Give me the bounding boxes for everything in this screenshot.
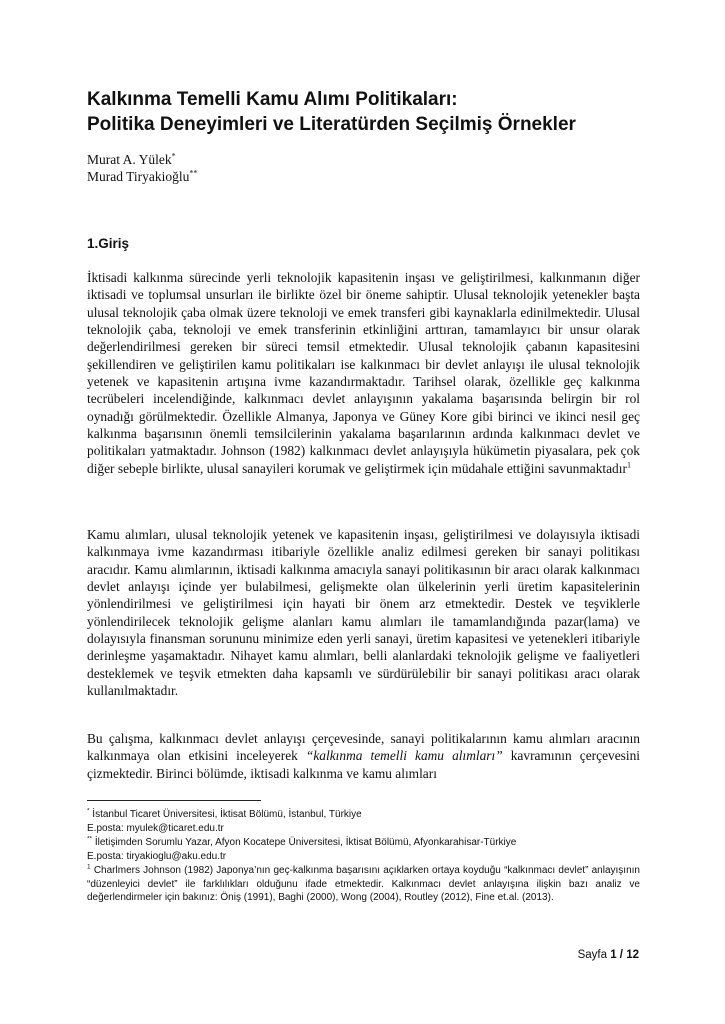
paragraph-1 xyxy=(87,269,640,477)
paragraph-3 xyxy=(87,730,640,782)
page-total: 12 xyxy=(626,949,639,961)
footnote-mark: 1 xyxy=(87,863,91,871)
author-name: Murat A. Yülek xyxy=(87,152,172,167)
author-list xyxy=(87,151,197,185)
footnote-divider xyxy=(87,800,261,801)
page-number: Sayfa 1 / 12 xyxy=(577,949,639,961)
paragraph-2: Kamu alımları, ulusal teknolojik yetenek ve kapasitenin inşası, geliştirilmesi ve dolayısıyla iktisadi kalkınmaya ivme kazandırması itibariyle özellikle analiz edilmesi gereken bir sanayi politikası aracıdır. Kamu alımlarının, iktisadi kalkınma amacıyla sanayi politikasının bir aracı olarak kalkınmacı devlet anlayışı içinde yer bulabilmesi, gelişmekte olan ülkelerinin yerli üretim kapasitelerinin yönlendirilmesi ve geliştirilmesi için hayati bir önem arz etmektedir. Destek ve teşviklerle yönlendirilecek teknolojik gelişme alanları kamu alımları ile tamamlandığında pazar(lama) ve dolayısıyla finansman sorununu minimize eden yerli sanayi, üretim kapasitesi ve yetenekleri itibariyle derinleşme yaşamaktadır. Nihayet kamu alımları, belli alanlardaki teknolojik gelişme ve faaliyetleri desteklemek ve teşvik etmekten daha kapsamlı ve sürdürülebilir bir sanayi politikası aracı olarak kullanılmaktadır. xyxy=(87,527,640,699)
footnote-1-affiliation: * İstanbul Ticaret Üniversitesi, İktisat Bölümü, İstanbul, Türkiye xyxy=(87,807,362,820)
paper-title xyxy=(87,87,647,137)
section-heading: 1.Giriş xyxy=(87,236,130,251)
title-line-1: Kalkınma Temelli Kamu Alımı Politikaları: xyxy=(87,89,458,110)
footnote-1-email: E.posta: myulek@ticaret.edu.tr xyxy=(87,822,224,834)
page-separator: / xyxy=(619,949,623,961)
author-2 xyxy=(87,168,197,185)
footnote-mark: ** xyxy=(87,835,93,843)
paragraph-text: İktisadi kalkınma sürecinde yerli teknolojik kapasitenin inşası ve geliştirilmesi, kalkınmanın diğer iktisadi ve toplumsal unsurları ile birlikte özel bir öneme sahiptir. Ulusal teknolojik yetenekler başta ulusal teknolojik çaba olmak üzere teknoloji ve emek transferi gibi kaynaklarla edinilmektedir. Ulusal teknolojik çaba, teknoloji ve emek transferinin etkinliğini arttıran, tamamlayıcı bir unsur olarak değerlendirilmesi gereken bir süreci temsil etmektedir. Ulusal teknolojik çabanın kapasitesini şekillendiren ve geliştirilen kamu politikaları ise kalkınmacı bir devlet anlayışı ile ulusal teknolojik yetenek ve kapasitenin artışına ivme kazandırmaktadır. Tarihsel olarak, özellikle geç kalkınma tecrübeleri incelendiğinde, kalkınmacı devlet anlayışının yakalama başarısında belirgin bir rol oynadığı görülmektedir. Özellikle Almanya, Japonya ve Güney Kore gibi birinci ve ikinci nesil geç kalkınma başarısının önemli temsilcilerinin yakalama başarılarının ardında kalkınmacı devlet ve politikaları yatmaktadır. Johnson (1982) kalkınmacı devlet anlayışıyla hükümetin piyasalara, pek çok diğer sebeple birlikte, ulusal sanayileri korumak ve geliştirmek için müdahale ettiğini savunmaktadır xyxy=(87,270,640,476)
emphasized-term: “kalkınma temelli kamu alımları” xyxy=(305,748,503,764)
footnote-2-affiliation: ** İletişimden Sorumlu Yazar, Afyon Kocatepe Üniversitesi, İktisat Bölümü, Afyonkarahisar-Türkiye xyxy=(87,835,517,848)
paragraph-text: kavramının çerçevesini çizmektedir. Birinci bölümde, iktisadi kalkınma ve kamu alımları xyxy=(87,748,640,781)
author-footnote-mark: ** xyxy=(189,168,198,178)
author-footnote-mark: * xyxy=(171,151,176,161)
footnote-ref: 1 xyxy=(626,460,631,470)
footnote-2-email: E.posta: tiryakioglu@aku.edu.tr xyxy=(87,850,227,862)
page-current: 1 xyxy=(610,949,617,961)
paragraph-text: Bu çalışma, kalkınmacı devlet anlayışı çerçevesinde, sanayi politikalarının kamu alımları aracının kalkınmaya olan etkisini inceleyerek xyxy=(87,731,640,764)
author-name: Murad Tiryakioğlu xyxy=(87,169,190,184)
footnote-mark: * xyxy=(87,807,90,815)
footnote-3: $^1$ Charlmers Johnson (1982) Japonya’nın geç-kalkınma başarısını açıklarken ortaya koyduğu “kalkınmacı devlet” anlayışının “düzenleyici devlet” ile farklılıkları olduğunu ifade etmektedir. Kalkınmacı devlet anlayışına ilişkin bazı analiz ve değerlendirmeler için bakınız: Öniş (1991), Baghi (2000), Wong (2004), Routley (2012), Fine et.al. (2013). xyxy=(87,863,640,904)
footnotes xyxy=(87,808,640,905)
title-line-2: Politika Deneyimleri ve Literatürden Seçilmiş Örnekler xyxy=(87,114,576,135)
author-1 xyxy=(87,151,197,168)
